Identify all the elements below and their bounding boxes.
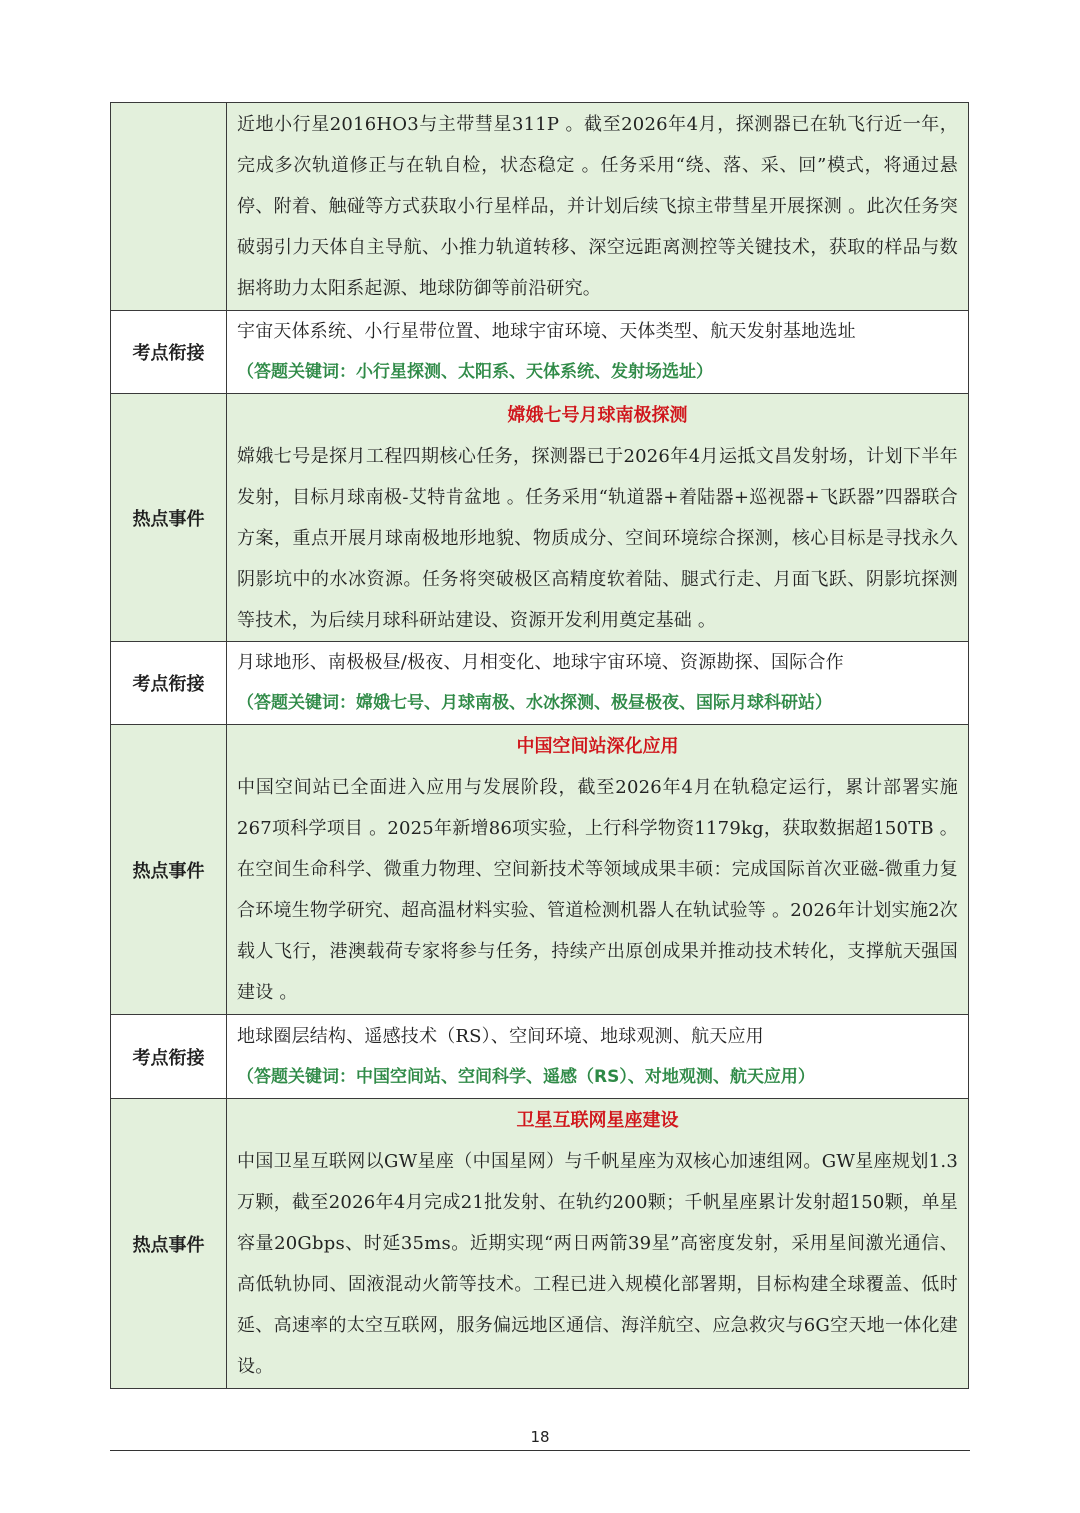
row-label: 考点衔接 bbox=[111, 1015, 227, 1099]
event-paragraph: 中国空间站已全面进入应用与发展阶段，截至2026年4月在轨稳定运行，累计部署实施267项科学项目 。2025年新增86项实验，上行科学物资1179kg，获取数据超150TB 。在空间生命科学、微重力物理、空间新技术等领域成果丰硕：完成国际首次亚磁-微重力复合环境生物学研究、超高温材料实验、管道检测机器人在轨试验等 。2026年计划实施2次载人飞行，港澳载荷专家将参与任务，持续产出原创成果并推动技术转化，支撑航天强国建设 。 bbox=[237, 777, 958, 1003]
exam-points: 宇宙天体系统、小行星带位置、地球宇宙环境、天体类型、航天发射基地选址 bbox=[237, 321, 856, 342]
table-row bbox=[111, 642, 969, 725]
event-title: 嫦娥七号月球南极探测 bbox=[507, 404, 688, 426]
row-content bbox=[227, 394, 969, 642]
row-content bbox=[227, 1015, 969, 1099]
row-label: 考点衔接 bbox=[111, 311, 227, 394]
row-label bbox=[111, 103, 227, 311]
table-row bbox=[111, 311, 969, 394]
row-content bbox=[227, 725, 969, 1015]
footer-divider bbox=[110, 1450, 970, 1451]
row-content bbox=[227, 642, 969, 725]
content-table bbox=[110, 102, 969, 1389]
answer-keywords: （答题关键词：嫦娥七号、月球南极、水冰探测、极昼极夜、国际月球科研站） bbox=[237, 693, 832, 713]
row-content bbox=[227, 311, 969, 394]
event-title: 中国空间站深化应用 bbox=[516, 736, 679, 757]
page-number: 18 bbox=[530, 1428, 550, 1446]
table-row bbox=[111, 1099, 969, 1389]
table-row bbox=[111, 725, 969, 1015]
row-label: 热点事件 bbox=[111, 1099, 227, 1389]
exam-points: 地球圈层结构、遥感技术（RS）、空间环境、地球观测、航天应用 bbox=[237, 1025, 764, 1047]
table-row bbox=[111, 1015, 969, 1099]
answer-keywords: （答题关键词：小行星探测、太阳系、天体系统、发射场选址） bbox=[237, 362, 713, 382]
event-title: 卫星互联网星座建设 bbox=[516, 1110, 679, 1131]
exam-points: 月球地形、南极极昼/极夜、月相变化、地球宇宙环境、资源勘探、国际合作 bbox=[237, 652, 844, 673]
row-label: 热点事件 bbox=[111, 394, 227, 642]
answer-keywords: （答题关键词：中国空间站、空间科学、遥感（RS）、对地观测、航天应用） bbox=[237, 1066, 815, 1087]
row-label: 考点衔接 bbox=[111, 642, 227, 725]
event-paragraph: 嫦娥七号是探月工程四期核心任务，探测器已于2026年4月运抵文昌发射场，计划下半年发射，目标月球南极-艾特肯盆地 。任务采用“轨道器+着陆器+巡视器+飞跃器”四器联合方案，重点开展月球南极地形地貌、物质成分、空间环境综合探测，核心目标是寻找永久阴影坑中的水冰资源。任务将突破极区高精度软着陆、腿式行走、月面飞跃、阴影坑探测等技术，为后续月球科研站建设、资源开发利用奠定基础 。 bbox=[237, 445, 958, 631]
row-content bbox=[227, 103, 969, 311]
table-row bbox=[111, 103, 969, 311]
row-label: 热点事件 bbox=[111, 725, 227, 1015]
table-row bbox=[111, 394, 969, 642]
event-paragraph: 近地小行星2016HO3与主带彗星311P 。截至2026年4月，探测器已在轨飞行近一年，完成多次轨道修正与在轨自检，状态稳定 。任务采用“绕、落、采、回”模式，将通过悬停、附着、触碰等方式获取小行星样品，并计划后续飞掠主带彗星开展探测 。此次任务突破弱引力天体自主导航、小推力轨道转移、深空远距离测控等关键技术，获取的样品与数据将助力太阳系起源、地球防御等前沿研究。 bbox=[237, 114, 958, 299]
row-content bbox=[227, 1099, 969, 1389]
event-paragraph: 中国卫星互联网以GW星座（中国星网）与千帆星座为双核心加速组网。GW星座规划1.3万颗，截至2026年4月完成21批发射、在轨约200颗；千帆星座累计发射超150颗，单星容量20Gbps、时延35ms。近期实现“两日两箭39星”高密度发射，采用星间激光通信、高低轨协同、固液混动火箭等技术。工程已进入规模化部署期，目标构建全球覆盖、低时延、高速率的太空互联网，服务偏远地区通信、海洋航空、应急救灾与6G空天地一体化建设。 bbox=[237, 1151, 958, 1377]
